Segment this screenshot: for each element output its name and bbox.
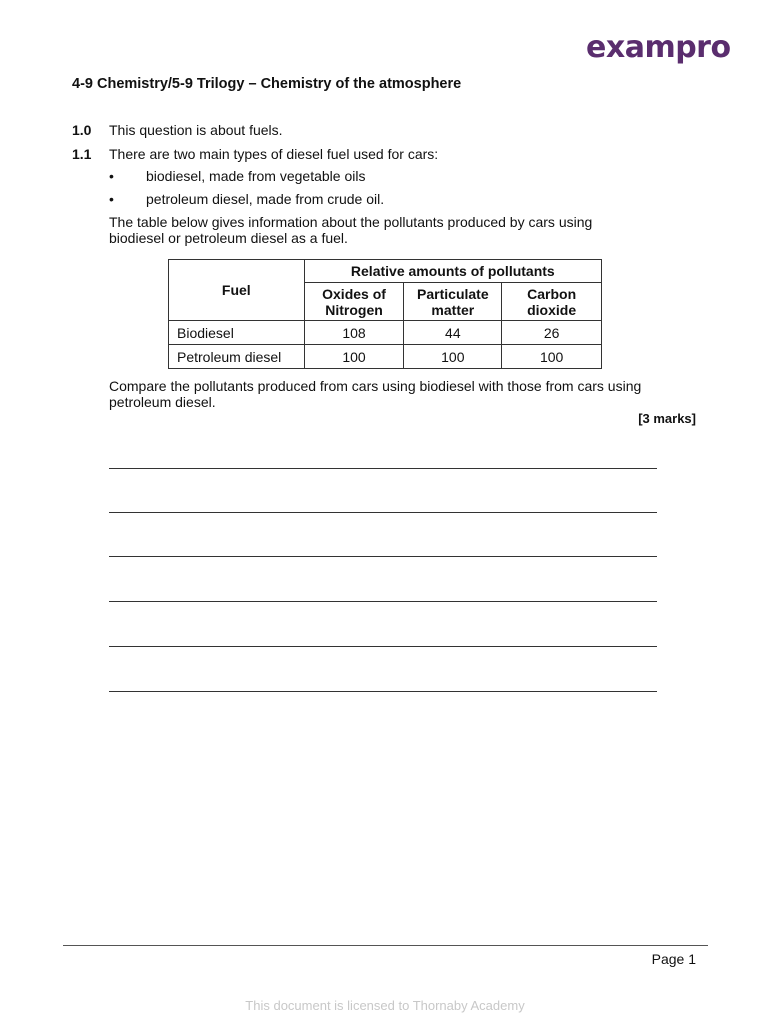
page-title: 4-9 Chemistry/5-9 Trilogy – Chemistry of the atmosphere [72, 76, 462, 92]
value-cell: 100 [304, 345, 404, 369]
question-number-1-0: 1.0 [72, 122, 92, 138]
table-row [169, 345, 602, 369]
answer-line[interactable] [109, 512, 657, 513]
value-cell: 108 [304, 321, 404, 345]
answer-line[interactable] [109, 468, 657, 469]
fuel-name-cell: Petroleum diesel [169, 345, 305, 369]
value-cell: 100 [404, 345, 502, 369]
table-row [169, 321, 602, 345]
column-header-oxides-of-nitrogen: Oxides of Nitrogen [304, 283, 404, 321]
answer-line[interactable] [109, 601, 657, 602]
exampro-logo: exampro [586, 30, 731, 65]
table-intro-line-2: biodiesel or petroleum diesel as a fuel. [109, 230, 348, 246]
page-number: Page 1 [651, 951, 696, 967]
table-intro-line-1: The table below gives information about the pollutants produced by cars using [109, 214, 593, 230]
licence-watermark: This document is licensed to Thornaby Academy [245, 998, 525, 1013]
question-prompt-line-1: Compare the pollutants produced from cars using biodiesel with those from cars using [109, 378, 642, 394]
pollutants-table [168, 259, 602, 369]
question-text-1-0: This question is about fuels. [109, 122, 283, 138]
answer-line[interactable] [109, 556, 657, 557]
bullet-petroleum-diesel: petroleum diesel, made from crude oil. [146, 191, 385, 207]
fuel-name-cell: Biodiesel [169, 321, 305, 345]
bullet-biodiesel: biodiesel, made from vegetable oils [146, 168, 366, 184]
answer-line[interactable] [109, 646, 657, 647]
value-cell: 100 [502, 345, 602, 369]
question-number-1-1: 1.1 [72, 146, 92, 162]
footer-divider [63, 945, 708, 946]
marks-label: [3 marks] [638, 411, 696, 426]
fuel-column-header: Fuel [169, 260, 305, 321]
question-text-1-1: There are two main types of diesel fuel used for cars: [109, 146, 439, 162]
column-header-particulate-matter: Particulate matter [404, 283, 502, 321]
value-cell: 44 [404, 321, 502, 345]
answer-line[interactable] [109, 691, 657, 692]
question-prompt-line-2: petroleum diesel. [109, 394, 216, 410]
column-header-carbon-dioxide: Carbon dioxide [502, 283, 602, 321]
pollutants-group-header: Relative amounts of pollutants [304, 260, 601, 283]
bullet-marker: • [109, 168, 114, 184]
bullet-marker: • [109, 191, 114, 207]
value-cell: 26 [502, 321, 602, 345]
